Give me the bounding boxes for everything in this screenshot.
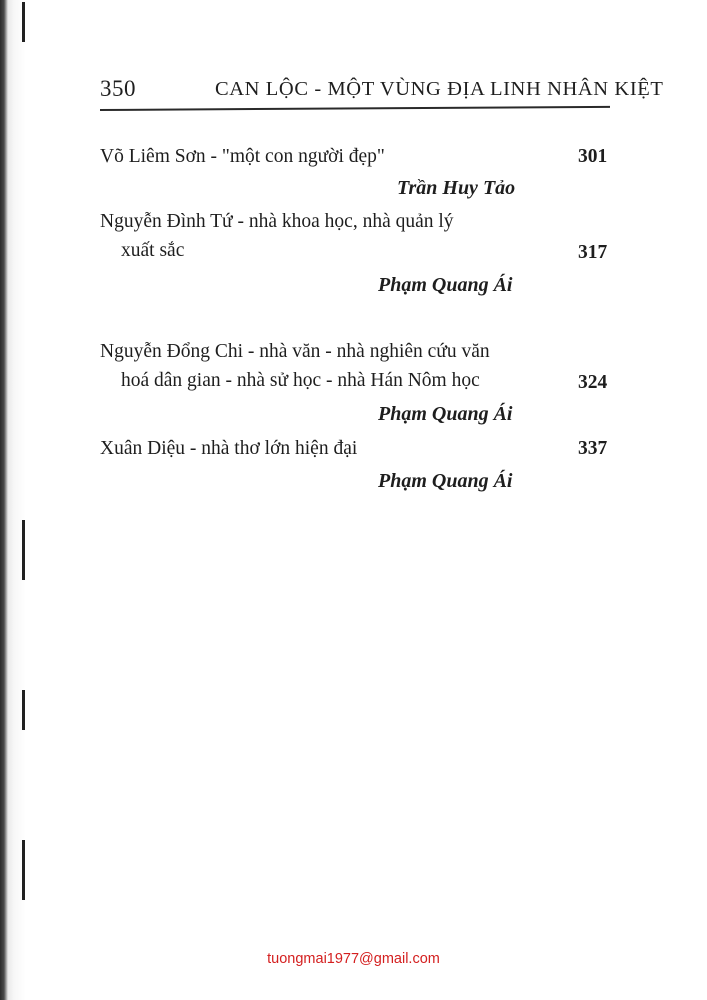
toc-entry-title-continued: xuất sắc: [121, 240, 185, 261]
toc-entry-title: Xuân Diệu - nhà thơ lớn hiện đại: [100, 438, 358, 459]
footer-email: tuongmai1977@gmail.com: [267, 951, 440, 967]
running-header: [100, 72, 664, 108]
toc-entry-page: 301: [578, 146, 608, 167]
toc-entry-author: Phạm Quang Ái: [378, 470, 513, 492]
toc-entry-page: 324: [578, 372, 608, 393]
toc-entry-author: Trần Huy Tảo: [397, 177, 516, 199]
toc-entry-author: Phạm Quang Ái: [378, 274, 513, 296]
toc-entry-title: Nguyễn Đổng Chi - nhà văn - nhà nghiên cứu văn: [100, 341, 490, 362]
binding-mark: [22, 520, 25, 580]
toc-entry-title-continued: hoá dân gian - nhà sử học - nhà Hán Nôm học: [121, 370, 480, 391]
book-title: CAN LỘC - MỘT VÙNG ĐỊA LINH NHÂN KIỆT: [215, 78, 664, 100]
toc-entry-page: 337: [578, 438, 608, 459]
toc-entry-title: Nguyễn Đình Tứ - nhà khoa học, nhà quản lý: [100, 211, 454, 232]
toc-entry-page: 317: [578, 242, 608, 263]
binding-mark: [22, 2, 25, 42]
toc-entry-author: Phạm Quang Ái: [378, 403, 513, 425]
page-number: 350: [100, 76, 136, 101]
binding-mark: [22, 840, 25, 900]
binding-mark: [22, 690, 25, 730]
toc-entry-title: Võ Liêm Sơn - "một con người đẹp": [100, 146, 385, 167]
